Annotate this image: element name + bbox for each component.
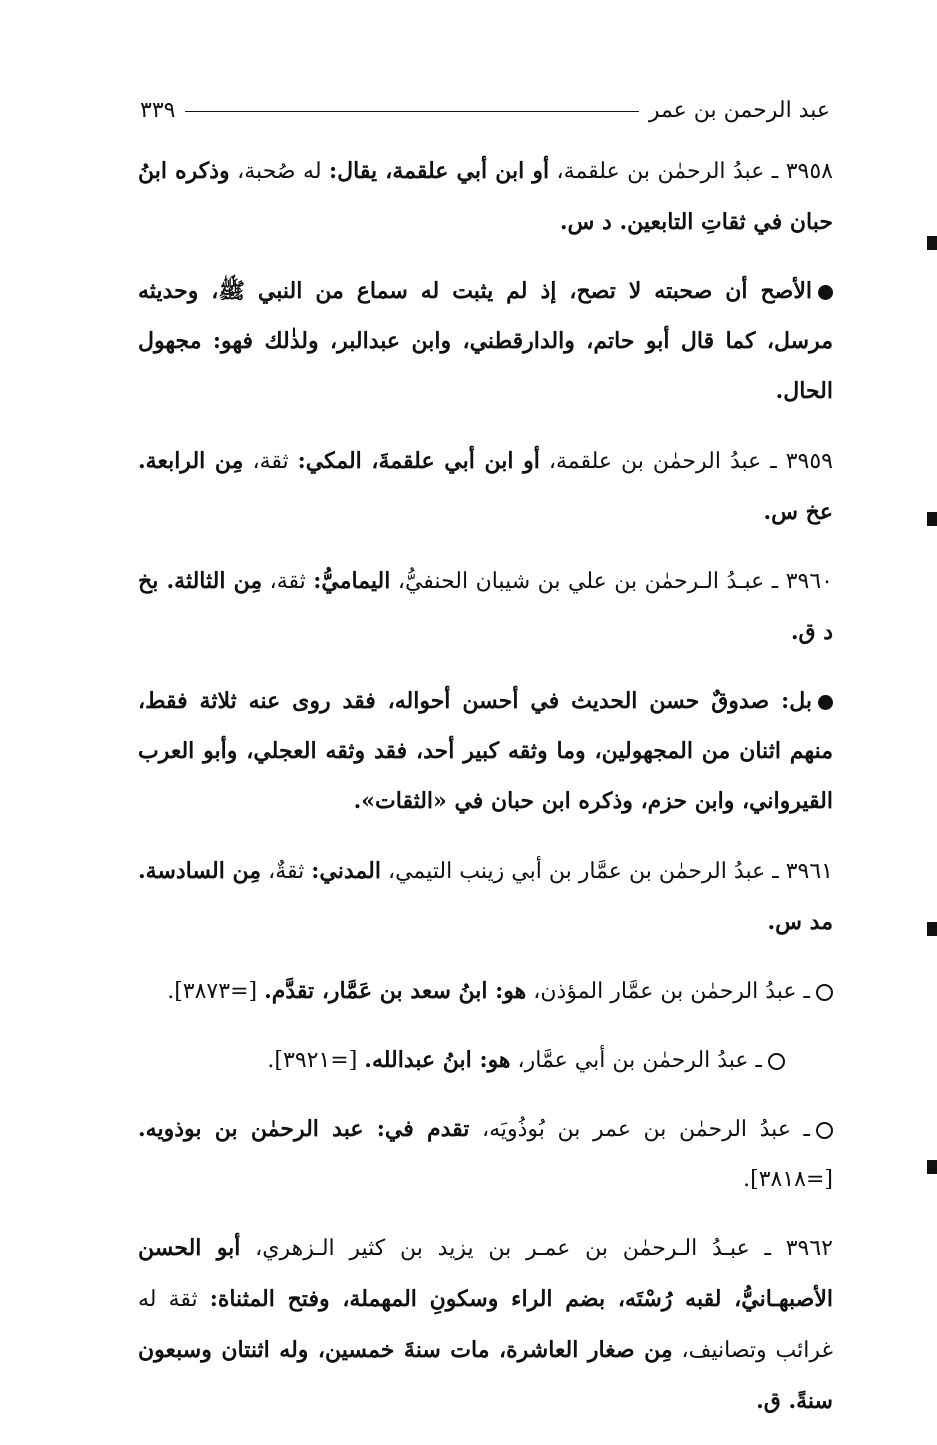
editor-note bbox=[138, 676, 833, 826]
entry-name: ـ عبدُ الرحمٰن بن أبي عمَّار، bbox=[510, 1048, 762, 1073]
entry-text: ثقة، bbox=[243, 449, 298, 474]
bullet-icon bbox=[818, 285, 833, 300]
entry-name: عبـدُ الـرحمٰن بن عمـر بن يزيد بن كثير الـزهري، bbox=[240, 1236, 765, 1261]
entry-3961 bbox=[138, 846, 833, 948]
circle-icon bbox=[816, 984, 833, 1001]
page-number: ٣٣٩ bbox=[140, 97, 176, 123]
margin-mark bbox=[927, 512, 937, 526]
entry-detail: هو: ابنُ سعد بن عَمَّار، تقدَّم. bbox=[264, 978, 527, 1004]
note-text: بل: صدوقٌ حسن الحديث في أحسن أحواله، فقد روى عنه ثلاثة فقط، منهم اثنان من المجهولين، وما وثقه كبير أحد، فقد وثقه العجلي، وأبو العرب القيرواني، وابن حزم، وذكره ابن حبان في «الثقات». bbox=[138, 688, 833, 814]
entry-grade: مِن الرابعة. bbox=[138, 448, 244, 474]
entry-number: ٣٩٦٢ ـ bbox=[764, 1236, 833, 1261]
entry-text: ثقة، bbox=[262, 569, 314, 594]
entry-3962 bbox=[138, 1223, 833, 1427]
editor-note bbox=[138, 266, 833, 416]
entry-reference: [=٣٨٧٣]. bbox=[167, 979, 265, 1004]
page-body bbox=[138, 146, 833, 1445]
entry-detail: تقدم في: عبد الرحمٰن بن بوذويه. bbox=[138, 1116, 470, 1142]
entry-detail: المدني: bbox=[311, 858, 381, 884]
entry-3960 bbox=[138, 556, 833, 658]
entry-number: ٣٩٦١ ـ bbox=[772, 859, 833, 884]
entry-text: ثقةٌ، bbox=[261, 859, 312, 884]
entry-number: ٣٩٥٨ ـ bbox=[771, 159, 833, 184]
entry-text: ثقة له غرائب وتصانيف، bbox=[138, 1287, 833, 1363]
entry-grade: مِن السادسة. bbox=[138, 858, 262, 884]
entry-detail: اليماميُّ: bbox=[313, 568, 391, 594]
entry-detail: أو ابن أبي علقمة، يقال: bbox=[329, 158, 550, 184]
entry-reference: [=٣٩٢١]. bbox=[267, 1048, 365, 1073]
entry-name: عبدُ الرحمٰن بن علقمة، bbox=[549, 159, 772, 184]
cross-reference bbox=[138, 1035, 833, 1086]
running-title: عبد الرحمن بن عمر bbox=[648, 97, 830, 123]
entry-name: ـ عبدُ الرحمٰن بن عمر بن بُوذُويَه، bbox=[469, 1117, 810, 1142]
entry-number: ٣٩٥٩ ـ bbox=[770, 449, 833, 474]
header-rule bbox=[185, 111, 638, 112]
entry-name: ـ عبدُ الرحمٰن بن عمَّار المؤذن، bbox=[526, 979, 810, 1004]
entry-codes: ق. bbox=[756, 1388, 789, 1414]
entry-name: عبدُ الرحمٰن بن عمَّار بن أبي زينب التيمي، bbox=[380, 859, 773, 884]
bullet-icon bbox=[818, 695, 833, 710]
entry-codes: د س. bbox=[559, 209, 620, 235]
cross-reference bbox=[138, 1104, 833, 1205]
entry-reference: [=٣٨١٨]. bbox=[743, 1167, 833, 1192]
entry-name: عبـدُ الـرحمٰن بن علي بن شيبان الحنفيُّ، bbox=[390, 569, 772, 594]
circle-icon bbox=[768, 1053, 785, 1070]
circle-icon bbox=[816, 1122, 833, 1139]
entry-3958 bbox=[138, 146, 833, 248]
entry-codes: بخ د ق. bbox=[138, 568, 833, 645]
margin-mark bbox=[927, 236, 937, 250]
entry-3959 bbox=[138, 436, 833, 538]
note-text: الأصح أن صحبته لا تصح، إذ لم يثبت له سماع من النبي ﷺ، وحديثه مرسل، كما قال أبو حاتم، والدارقطني، وابن عبدالبر، ولذٰلك فهو: مجهول الحال. bbox=[138, 278, 833, 404]
entry-detail: أو ابن أبي علقمةَ، المكي: bbox=[297, 448, 540, 474]
entry-grade: مِن الثالثة. bbox=[166, 568, 263, 594]
entry-number: ٣٩٦٠ ـ bbox=[771, 569, 833, 594]
cross-reference bbox=[138, 966, 833, 1017]
margin-mark bbox=[927, 922, 937, 936]
entry-codes: عخ س. bbox=[763, 499, 833, 525]
entry-codes: مد س. bbox=[767, 909, 833, 935]
margin-mark bbox=[927, 1160, 937, 1174]
entry-grade: وذكره ابنُ حبان في ثقاتِ التابعين. bbox=[138, 158, 833, 235]
entry-text: له صُحبة، bbox=[229, 159, 330, 184]
page-header bbox=[140, 92, 830, 128]
entry-detail: هو: ابنُ عبدالله. bbox=[364, 1047, 511, 1073]
entry-name: عبدُ الرحمٰن بن علقمة، bbox=[539, 449, 771, 474]
entry-grade: مِن صغار العاشرة، مات سنةَ خمسين، وله اثنتان وسبعون سنةً. bbox=[138, 1337, 833, 1414]
entry-detail: أبو الحسن الأصبهـانيُّ، لقبه رُسْتَه، بضم الراء وسكونِ المهملة، وفتح المثناة: bbox=[138, 1235, 834, 1312]
